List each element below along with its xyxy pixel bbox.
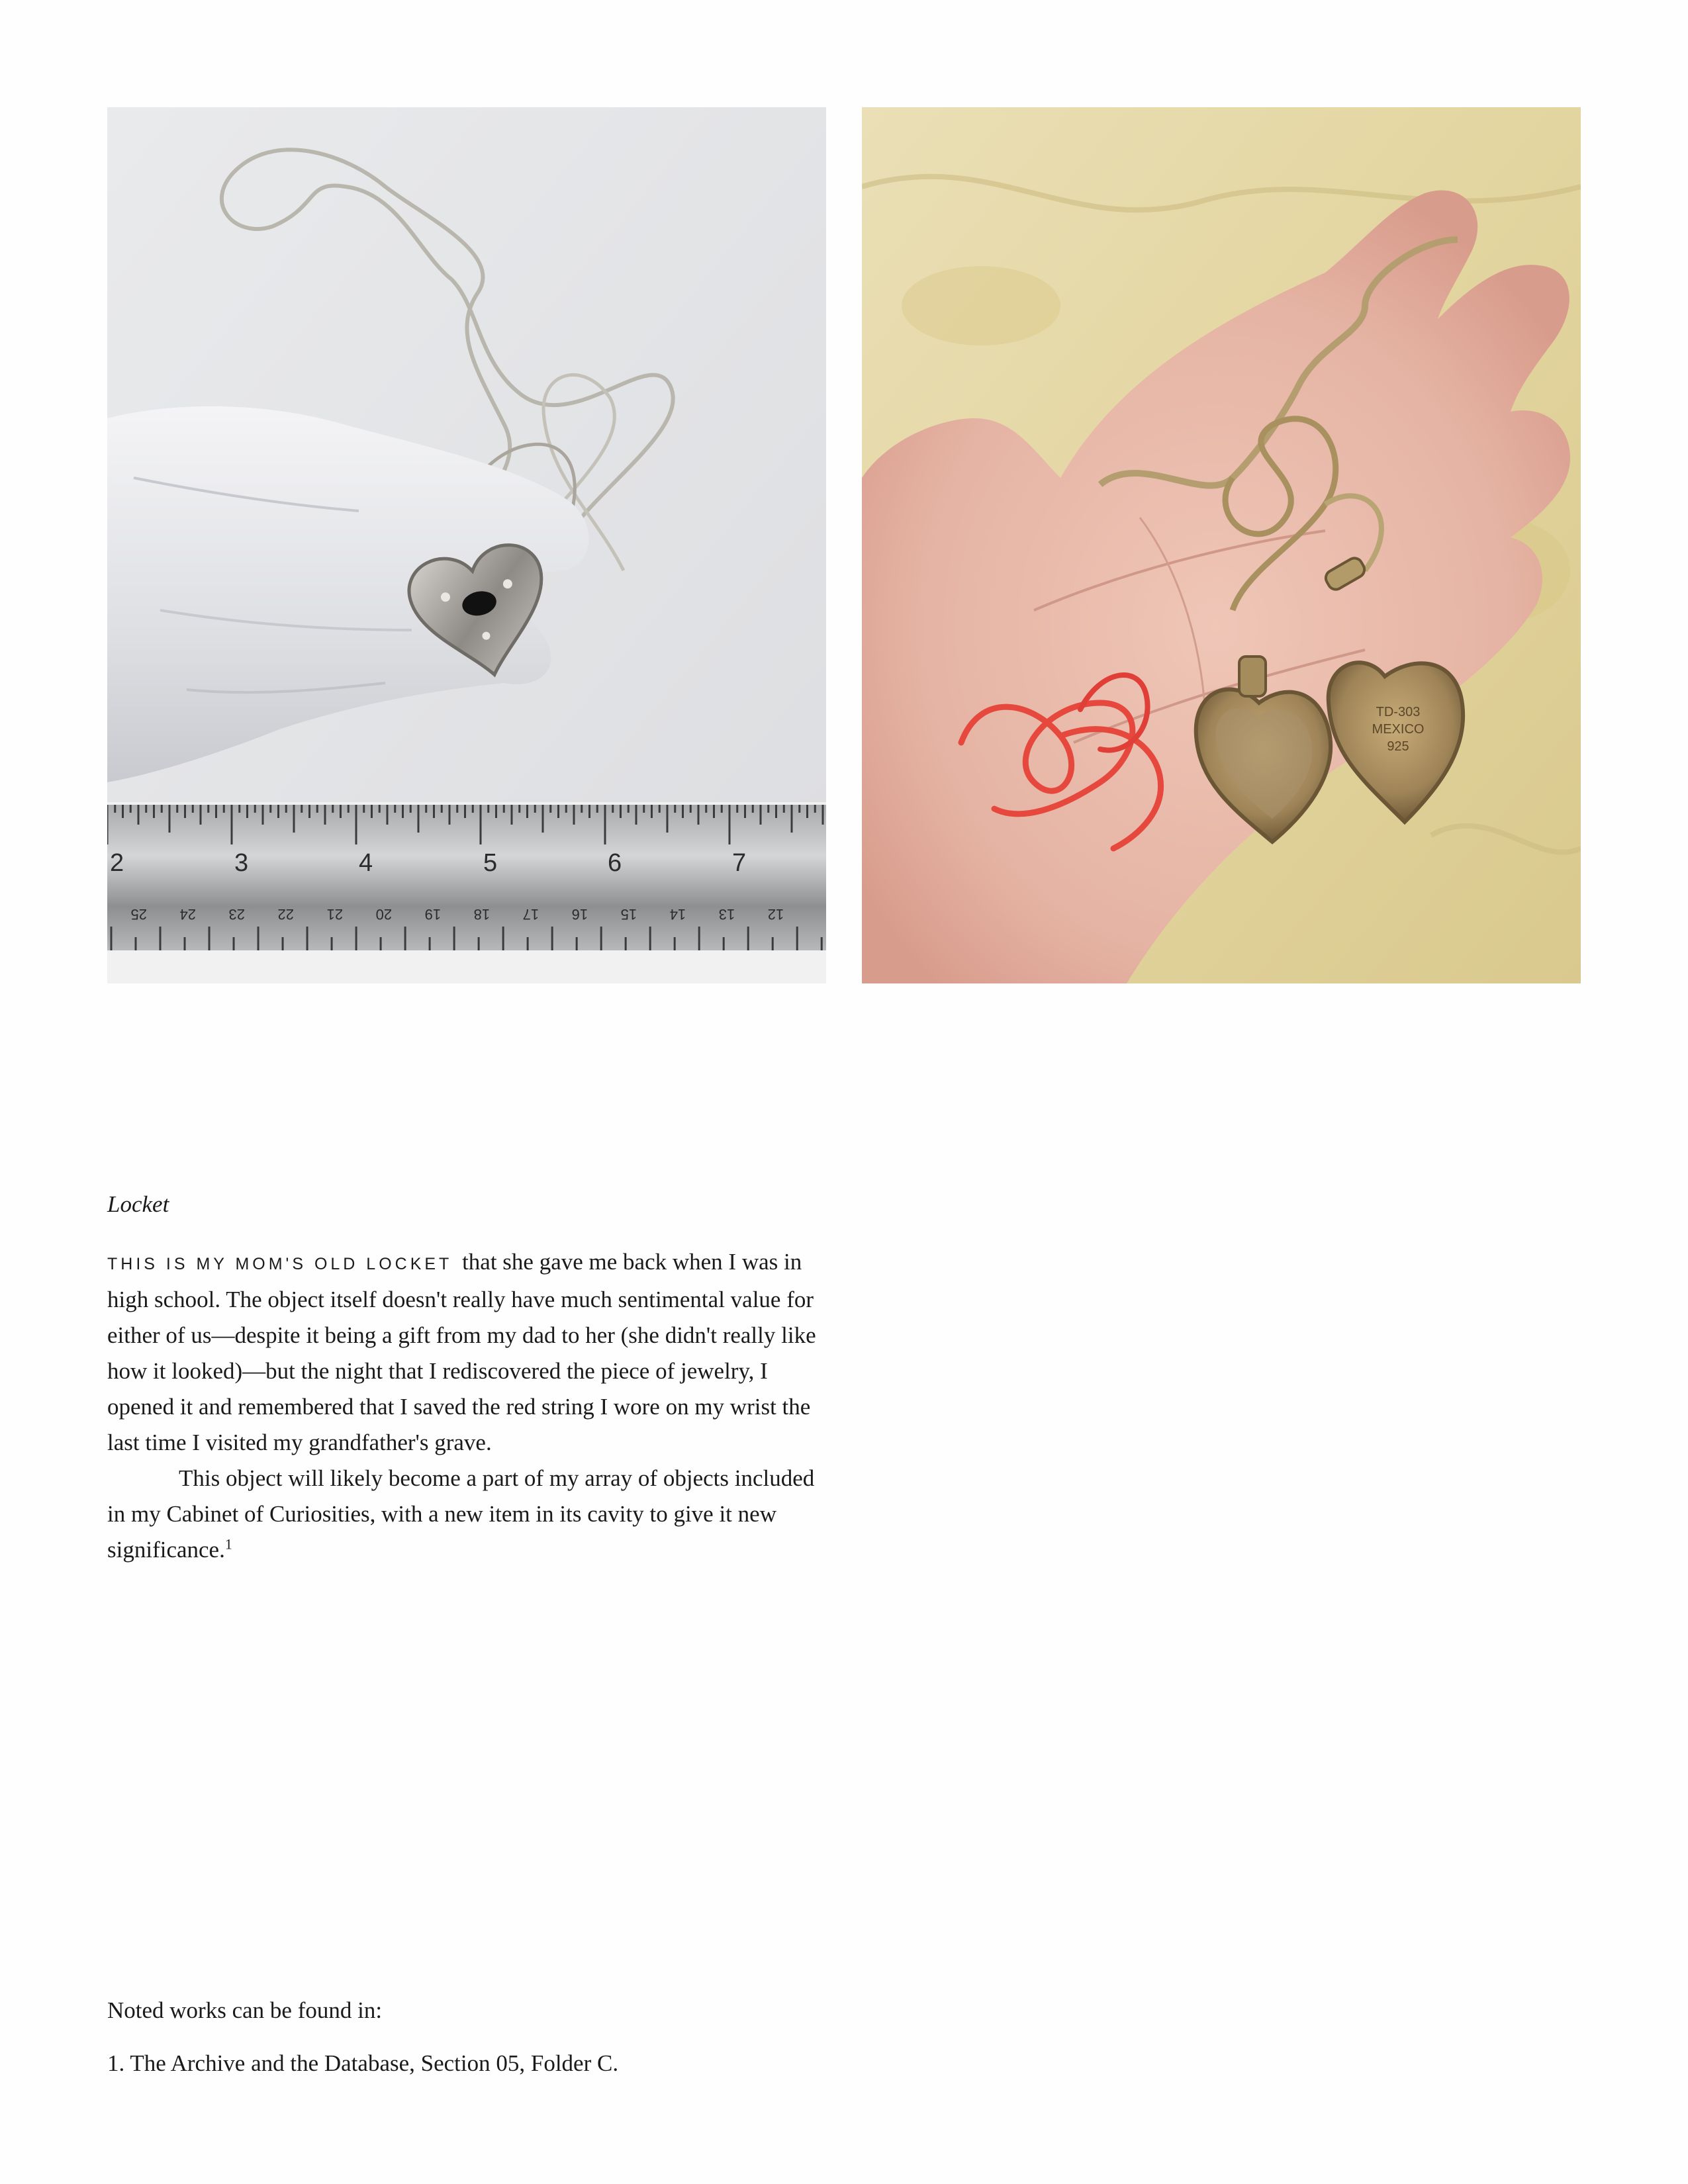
ruler-inch-label: 5 — [483, 849, 498, 877]
paragraph-1-text: that she gave me back when I was in high school. The object itself doesn't really have much sentimental value for either of us—despite it being a gift from my dad to her (she didn't really like how it looked)—but the night that I rediscovered the piece of jewelry, I opened it and remembered that I saved the red string I wore on my wrist the last time I visited my grandfather's grave. — [107, 1249, 816, 1455]
ruler-inch-label: 3 — [234, 849, 249, 877]
open-locket-photo-palm — [862, 107, 1581, 983]
notes-heading: Noted works can be found in: — [107, 1997, 383, 2023]
object-caption: Locket — [107, 1191, 169, 1217]
locket-photo-gloved-hand — [107, 107, 826, 983]
engraving-line-1: TD-303 — [1376, 705, 1421, 719]
ruler-inch-label: 2 — [110, 849, 124, 877]
ruler-cm-label: 20 — [375, 906, 393, 923]
ruler-cm-label: 19 — [424, 906, 442, 923]
ruler-cm-label: 25 — [130, 906, 147, 923]
engraving-line-2: MEXICO — [1372, 722, 1425, 737]
ruler-cm-label: 12 — [767, 906, 784, 923]
ruler-cm-label: 16 — [571, 906, 588, 923]
ruler-cm-label: 22 — [277, 906, 295, 923]
ruler-cm-label: 14 — [669, 906, 686, 923]
ruler-inch-label: 6 — [608, 849, 622, 877]
ruler-cm-label: 18 — [473, 906, 491, 923]
ruler-cm-label: 13 — [718, 906, 735, 923]
ruler-cm-label: 21 — [326, 906, 344, 923]
engraving-line-3: 925 — [1387, 739, 1409, 754]
ruler-cm-label: 24 — [179, 906, 197, 923]
lead-in-smallcaps: THIS IS MY MOM'S OLD LOCKET — [107, 1255, 453, 1273]
paragraph-2-text: This object will likely become a part of my array of objects included in my Cabinet of Curiosities, with a new item in its cavity to give it new significance. — [107, 1465, 815, 1563]
ruler-cm-label: 17 — [522, 906, 539, 923]
ruler-cm-label: 15 — [620, 906, 637, 923]
paragraph-1 — [107, 1244, 822, 1461]
footnote-reference[interactable]: 1 — [224, 1535, 232, 1553]
note-item: 1. The Archive and the Database, Section 05, Folder C. — [107, 2050, 619, 2076]
ruler-cm-label: 23 — [228, 906, 246, 923]
ruler-inch-label: 7 — [732, 849, 747, 877]
object-description — [107, 1244, 822, 1568]
paragraph-2 — [107, 1461, 822, 1568]
ruler-inch-label: 4 — [359, 849, 373, 877]
